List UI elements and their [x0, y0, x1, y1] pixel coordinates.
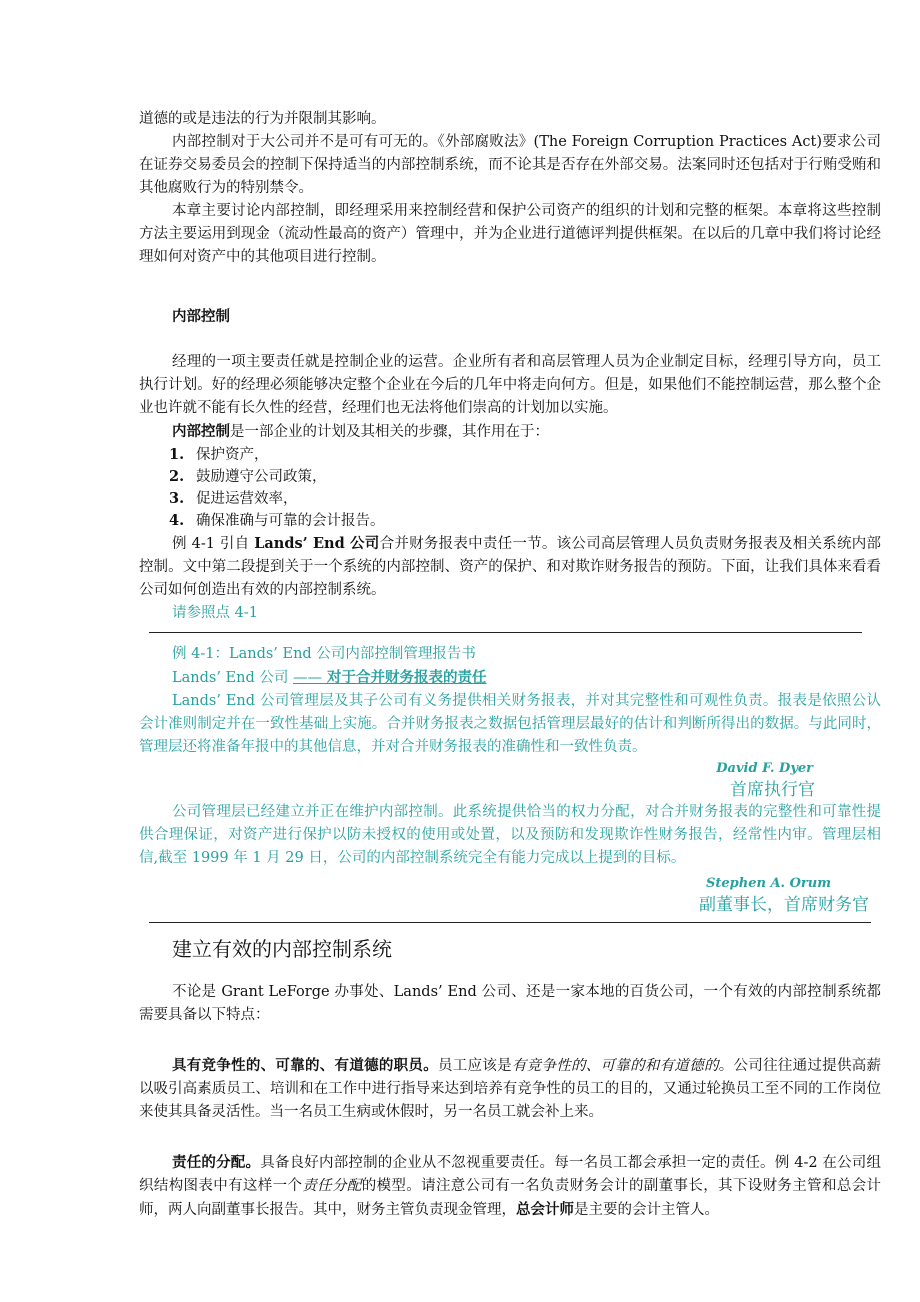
text-run: 的模型。请注意公司有一名负责财务会计的副董事长，其下设财务主管和总会计师，两人向副董事长报告。其中，财务主管负责现金管理，: [139, 1178, 882, 1218]
exhibit-paragraph-1: Lands’ End 公司管理层及其子公司有义务提供相关财务报表，并对其完整性和可观性负责。报表是依照公认会计准则制定并在一致性基础上实施。合并财务报表之数据包括管理层最好的估计和判断所得出的数据。与此同时，管理层还将准备年报中的其他信息，并对合并财务报表的准确性和一致性负责。: [139, 693, 881, 755]
exhibit-reference-link[interactable]: 请参照点 4-1: [172, 605, 258, 621]
list-item: [169, 488, 881, 510]
intro-paragraph-1: 内部控制对于大公司并不是可有可无的。《外部腐败法》(The Foreign Corruption Practices Act)要求公司在证券交易委员会的控制下保持适当的内部控制系统，而不论其是否存在外部交易。法案同时还包括对于行贿受贿和其他腐败行为的特别禁令。: [139, 134, 881, 196]
list-number: 1.: [169, 446, 185, 463]
list-item: [169, 510, 881, 532]
text-run: 例 4-1 引自: [172, 536, 255, 552]
text-run: ——: [292, 670, 322, 686]
company-name: Lands’ End 公司: [254, 535, 380, 552]
divider-bottom: [149, 922, 871, 923]
signature-name: David F. Dyer: [716, 761, 813, 776]
list-text: 鼓励遵守公司政策，: [196, 469, 327, 485]
signature-name: Stephen A. Orum: [706, 876, 831, 891]
section1-paragraph-3: [139, 532, 881, 602]
section-heading-internal-control: 内部控制: [172, 308, 230, 325]
signature-title: 首席执行官: [730, 780, 815, 800]
exhibit-subtitle: [139, 666, 881, 690]
feature-heading: 责任的分配。: [172, 1154, 261, 1171]
spacer: [139, 1124, 881, 1151]
list-item: [169, 466, 881, 488]
list-text: 保护资产，: [196, 447, 269, 463]
document-body: [139, 108, 881, 1222]
text-run: 。公司往往通过提供高薪以吸引高素质员工、培训和在工作中进行指导来达到培养有竞争性的员工的目的，又通过轮换员工至不同的工作岗位来使其具备灵活性。当一名员工生病或休假时，另一名员工就会补上来。: [139, 1058, 882, 1120]
section2-paragraph-1: 不论是 Grant LeForge 办事处、Lands’ End 公司、还是一家本地的百货公司，一个有效的内部控制系统都需要具备以下特点：: [139, 984, 881, 1023]
section1-paragraph-1: 经理的一项主要责任就是控制企业的运营。企业所有者和高层管理人员为企业制定目标，经理引导方向，员工执行计划。好的经理必须能够决定整个企业在今后的几年中将走向何方。但是，如果他们不能控制运营，那么整个企业也许就不能有长久性的经营，经理们也无法将他们崇高的计划加以实施。: [139, 354, 881, 416]
emphasis: 有竞争性的、可靠的和有道德的: [511, 1058, 719, 1074]
list-number: 3.: [169, 490, 185, 507]
definition-term: 内部控制: [172, 423, 230, 440]
text-run: 具备良好内部控制的企业从不忽视重要责任。每一名员工都会承担一定的责任。例 4-2 在公司组织结构图表中有这样一个: [139, 1155, 881, 1194]
list-number: 2.: [169, 468, 185, 485]
section-heading-effective-system: 建立有效的内部控制系统: [172, 937, 392, 961]
objectives-list: [139, 444, 881, 532]
section2-paragraph-2: [139, 1054, 881, 1124]
exhibit-title: 例 4-1：Lands’ End 公司内部控制管理报告书: [172, 646, 476, 662]
text-run: 员工应该是: [437, 1058, 512, 1074]
subtitle-heading: 对于合并财务报表的责任: [321, 669, 487, 686]
signature-title: 副董事长，首席财务官: [699, 895, 869, 915]
list-text: 促进运营效率，: [196, 491, 298, 507]
spacer: [139, 269, 881, 292]
key-term: 总会计师: [516, 1201, 574, 1218]
text-run: 是主要的会计主管人。: [574, 1202, 719, 1218]
section2-paragraph-3: [139, 1151, 881, 1222]
list-number: 4.: [169, 512, 185, 529]
list-item: [169, 444, 881, 466]
feature-heading: 具有竞争性的、可靠的、有道德的职员。: [172, 1057, 438, 1074]
intro-paragraph-2: 本章主要讨论内部控制，即经理采用来控制经营和保护公司资产的组织的计划和完整的框架。本章将这些控制方法主要运用到现金（流动性最高的资产）管理中，并为企业进行道德评判提供框架。在以后的几章中我们将讨论经理如何对资产中的其他项目进行控制。: [139, 203, 881, 265]
emphasis: 责任分配: [302, 1178, 362, 1194]
section1-definition: [139, 420, 881, 444]
intro-line: 道德的或是违法的行为并限制其影响。: [139, 111, 386, 127]
divider-top: [149, 632, 862, 633]
text-run: Lands’ End 公司: [172, 670, 293, 686]
spacer: [139, 1027, 881, 1054]
definition-text: 是一部企业的计划及其相关的步骤，其作用在于：: [230, 424, 549, 440]
exhibit-paragraph-2: 公司管理层已经建立并正在维护内部控制。此系统提供恰当的权力分配，对合并财务报表的完整性和可靠性提供合理保证，对资产进行保护以防未授权的使用或处置，以及预防和发现欺诈性财务报告，经常性内审。管理层相信,截至 1999 年 1 月 29 日，公司的内部控制系统完全有能力完成以上提到的目标。: [139, 804, 881, 866]
exhibit-box: [139, 643, 881, 916]
spacer: [139, 328, 881, 351]
list-text: 确保准确与可靠的会计报告。: [196, 513, 385, 529]
text-run: 合并财务报表中责任一节。该公司高层管理人员负责财务报表及相关系统内部控制。文中第二段提到关于一个系统的内部控制、资产的保护、和对欺诈财务报告的预防。下面，让我们具体来看看公司如何创造出有效的内部控制系统。: [139, 536, 882, 598]
